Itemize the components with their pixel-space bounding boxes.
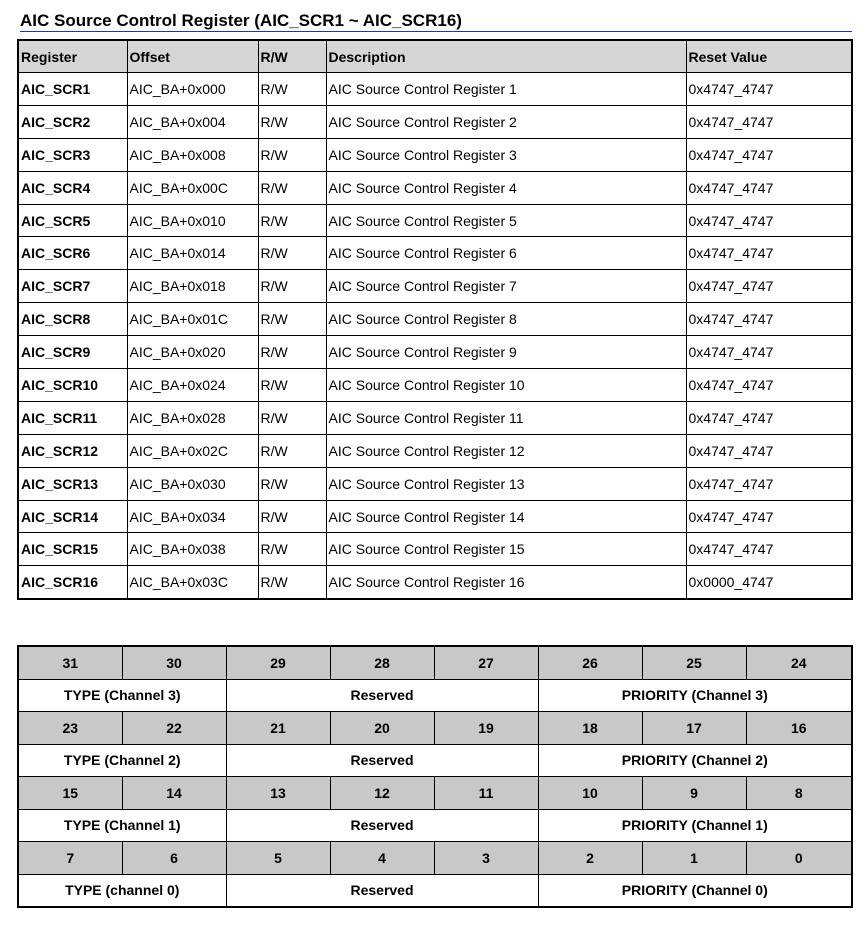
bit-number-row: [18, 842, 852, 875]
header-reset-value: Reset Value: [686, 40, 852, 73]
bit-number: 11: [434, 777, 538, 810]
bit-number: 7: [18, 842, 122, 875]
cell-register: AIC_SCR13: [18, 467, 127, 500]
field-reserved: Reserved: [226, 744, 538, 777]
cell-rw: R/W: [258, 270, 326, 303]
cell-description: AIC Source Control Register 7: [326, 270, 686, 303]
cell-register: AIC_SCR9: [18, 336, 127, 369]
cell-reset: 0x4747_4747: [686, 237, 852, 270]
field-type: TYPE (Channel 1): [18, 809, 226, 842]
bit-field-table: [17, 645, 853, 908]
cell-reset: 0x4747_4747: [686, 270, 852, 303]
table-row: [18, 566, 852, 599]
bit-number: 14: [122, 777, 226, 810]
table-row: [18, 533, 852, 566]
header-description: Description: [326, 40, 686, 73]
bit-number: 23: [18, 712, 122, 745]
bit-number: 1: [642, 842, 746, 875]
cell-reset: 0x4747_4747: [686, 138, 852, 171]
cell-description: AIC Source Control Register 13: [326, 467, 686, 500]
cell-offset: AIC_BA+0x01C: [127, 303, 258, 336]
cell-rw: R/W: [258, 336, 326, 369]
bit-field-row: [18, 874, 852, 907]
bit-field-row: [18, 744, 852, 777]
cell-reset: 0x4747_4747: [686, 369, 852, 402]
table-row: [18, 401, 852, 434]
cell-offset: AIC_BA+0x02C: [127, 434, 258, 467]
cell-description: AIC Source Control Register 3: [326, 138, 686, 171]
bit-number: 27: [434, 646, 538, 679]
bit-number-row: [18, 646, 852, 679]
header-register: Register: [18, 40, 127, 73]
register-table-header: [18, 40, 852, 73]
field-priority: PRIORITY (Channel 2): [538, 744, 852, 777]
cell-offset: AIC_BA+0x004: [127, 105, 258, 138]
cell-rw: R/W: [258, 237, 326, 270]
cell-reset: 0x4747_4747: [686, 467, 852, 500]
cell-offset: AIC_BA+0x00C: [127, 171, 258, 204]
bit-number: 8: [746, 777, 852, 810]
table-row: [18, 500, 852, 533]
header-rw: R/W: [258, 40, 326, 73]
cell-offset: AIC_BA+0x038: [127, 533, 258, 566]
bit-field-row: [18, 679, 852, 712]
cell-reset: 0x4747_4747: [686, 434, 852, 467]
cell-offset: AIC_BA+0x034: [127, 500, 258, 533]
field-type: TYPE (Channel 2): [18, 744, 226, 777]
field-priority: PRIORITY (Channel 0): [538, 874, 852, 907]
table-row: [18, 171, 852, 204]
bit-number: 5: [226, 842, 330, 875]
cell-register: AIC_SCR2: [18, 105, 127, 138]
bit-number: 25: [642, 646, 746, 679]
cell-reset: 0x4747_4747: [686, 105, 852, 138]
cell-reset: 0x4747_4747: [686, 500, 852, 533]
field-priority: PRIORITY (Channel 1): [538, 809, 852, 842]
field-priority: PRIORITY (Channel 3): [538, 679, 852, 712]
field-reserved: Reserved: [226, 809, 538, 842]
cell-description: AIC Source Control Register 9: [326, 336, 686, 369]
cell-reset: 0x4747_4747: [686, 171, 852, 204]
cell-register: AIC_SCR3: [18, 138, 127, 171]
cell-rw: R/W: [258, 533, 326, 566]
cell-register: AIC_SCR16: [18, 566, 127, 599]
cell-rw: R/W: [258, 566, 326, 599]
cell-description: AIC Source Control Register 11: [326, 401, 686, 434]
cell-rw: R/W: [258, 73, 326, 106]
cell-register: AIC_SCR15: [18, 533, 127, 566]
cell-offset: AIC_BA+0x008: [127, 138, 258, 171]
bit-number: 15: [18, 777, 122, 810]
bit-number-row: [18, 712, 852, 745]
cell-offset: AIC_BA+0x000: [127, 73, 258, 106]
cell-description: AIC Source Control Register 15: [326, 533, 686, 566]
bit-number: 19: [434, 712, 538, 745]
bit-number: 29: [226, 646, 330, 679]
table-row: [18, 434, 852, 467]
cell-register: AIC_SCR6: [18, 237, 127, 270]
cell-description: AIC Source Control Register 4: [326, 171, 686, 204]
cell-register: AIC_SCR4: [18, 171, 127, 204]
bit-number: 10: [538, 777, 642, 810]
cell-offset: AIC_BA+0x020: [127, 336, 258, 369]
cell-description: AIC Source Control Register 6: [326, 237, 686, 270]
bit-number: 22: [122, 712, 226, 745]
header-offset: Offset: [127, 40, 258, 73]
cell-register: AIC_SCR12: [18, 434, 127, 467]
bit-number: 30: [122, 646, 226, 679]
cell-reset: 0x4747_4747: [686, 401, 852, 434]
cell-rw: R/W: [258, 401, 326, 434]
cell-register: AIC_SCR11: [18, 401, 127, 434]
bit-number: 16: [746, 712, 852, 745]
bit-number: 28: [330, 646, 434, 679]
bit-number: 21: [226, 712, 330, 745]
bit-number: 12: [330, 777, 434, 810]
cell-register: AIC_SCR7: [18, 270, 127, 303]
cell-description: AIC Source Control Register 14: [326, 500, 686, 533]
cell-description: AIC Source Control Register 8: [326, 303, 686, 336]
bit-field-row: [18, 809, 852, 842]
cell-description: AIC Source Control Register 12: [326, 434, 686, 467]
table-row: [18, 237, 852, 270]
cell-description: AIC Source Control Register 16: [326, 566, 686, 599]
cell-rw: R/W: [258, 434, 326, 467]
bit-number: 24: [746, 646, 852, 679]
field-reserved: Reserved: [226, 679, 538, 712]
cell-description: AIC Source Control Register 10: [326, 369, 686, 402]
cell-rw: R/W: [258, 138, 326, 171]
cell-reset: 0x4747_4747: [686, 303, 852, 336]
cell-description: AIC Source Control Register 2: [326, 105, 686, 138]
cell-offset: AIC_BA+0x024: [127, 369, 258, 402]
cell-reset: 0x0000_4747: [686, 566, 852, 599]
cell-register: AIC_SCR14: [18, 500, 127, 533]
bit-number: 9: [642, 777, 746, 810]
cell-register: AIC_SCR10: [18, 369, 127, 402]
table-row: [18, 336, 852, 369]
table-row: [18, 369, 852, 402]
cell-offset: AIC_BA+0x030: [127, 467, 258, 500]
cell-rw: R/W: [258, 204, 326, 237]
bit-number: 17: [642, 712, 746, 745]
cell-register: AIC_SCR8: [18, 303, 127, 336]
cell-description: AIC Source Control Register 5: [326, 204, 686, 237]
bit-number: 20: [330, 712, 434, 745]
cell-offset: AIC_BA+0x014: [127, 237, 258, 270]
cell-offset: AIC_BA+0x018: [127, 270, 258, 303]
cell-rw: R/W: [258, 467, 326, 500]
cell-offset: AIC_BA+0x028: [127, 401, 258, 434]
cell-reset: 0x4747_4747: [686, 336, 852, 369]
cell-rw: R/W: [258, 303, 326, 336]
table-row: [18, 303, 852, 336]
bit-number: 6: [122, 842, 226, 875]
table-row: [18, 204, 852, 237]
register-table: [17, 39, 853, 600]
cell-rw: R/W: [258, 105, 326, 138]
table-row: [18, 73, 852, 106]
page-title: AIC Source Control Register (AIC_SCR1 ~ AIC_SCR16): [20, 10, 852, 32]
bit-number: 4: [330, 842, 434, 875]
bit-number-row: [18, 777, 852, 810]
bit-number: 0: [746, 842, 852, 875]
bit-number: 18: [538, 712, 642, 745]
cell-offset: AIC_BA+0x010: [127, 204, 258, 237]
field-type: TYPE (Channel 3): [18, 679, 226, 712]
cell-description: AIC Source Control Register 1: [326, 73, 686, 106]
table-row: [18, 138, 852, 171]
cell-reset: 0x4747_4747: [686, 73, 852, 106]
cell-rw: R/W: [258, 171, 326, 204]
cell-reset: 0x4747_4747: [686, 204, 852, 237]
cell-rw: R/W: [258, 500, 326, 533]
cell-reset: 0x4747_4747: [686, 533, 852, 566]
cell-register: AIC_SCR5: [18, 204, 127, 237]
field-type: TYPE (channel 0): [18, 874, 226, 907]
field-reserved: Reserved: [226, 874, 538, 907]
bit-number: 26: [538, 646, 642, 679]
bit-number: 3: [434, 842, 538, 875]
bit-number: 13: [226, 777, 330, 810]
table-row: [18, 270, 852, 303]
bit-number: 2: [538, 842, 642, 875]
bit-number: 31: [18, 646, 122, 679]
cell-rw: R/W: [258, 369, 326, 402]
cell-register: AIC_SCR1: [18, 73, 127, 106]
table-row: [18, 105, 852, 138]
table-row: [18, 467, 852, 500]
cell-offset: AIC_BA+0x03C: [127, 566, 258, 599]
